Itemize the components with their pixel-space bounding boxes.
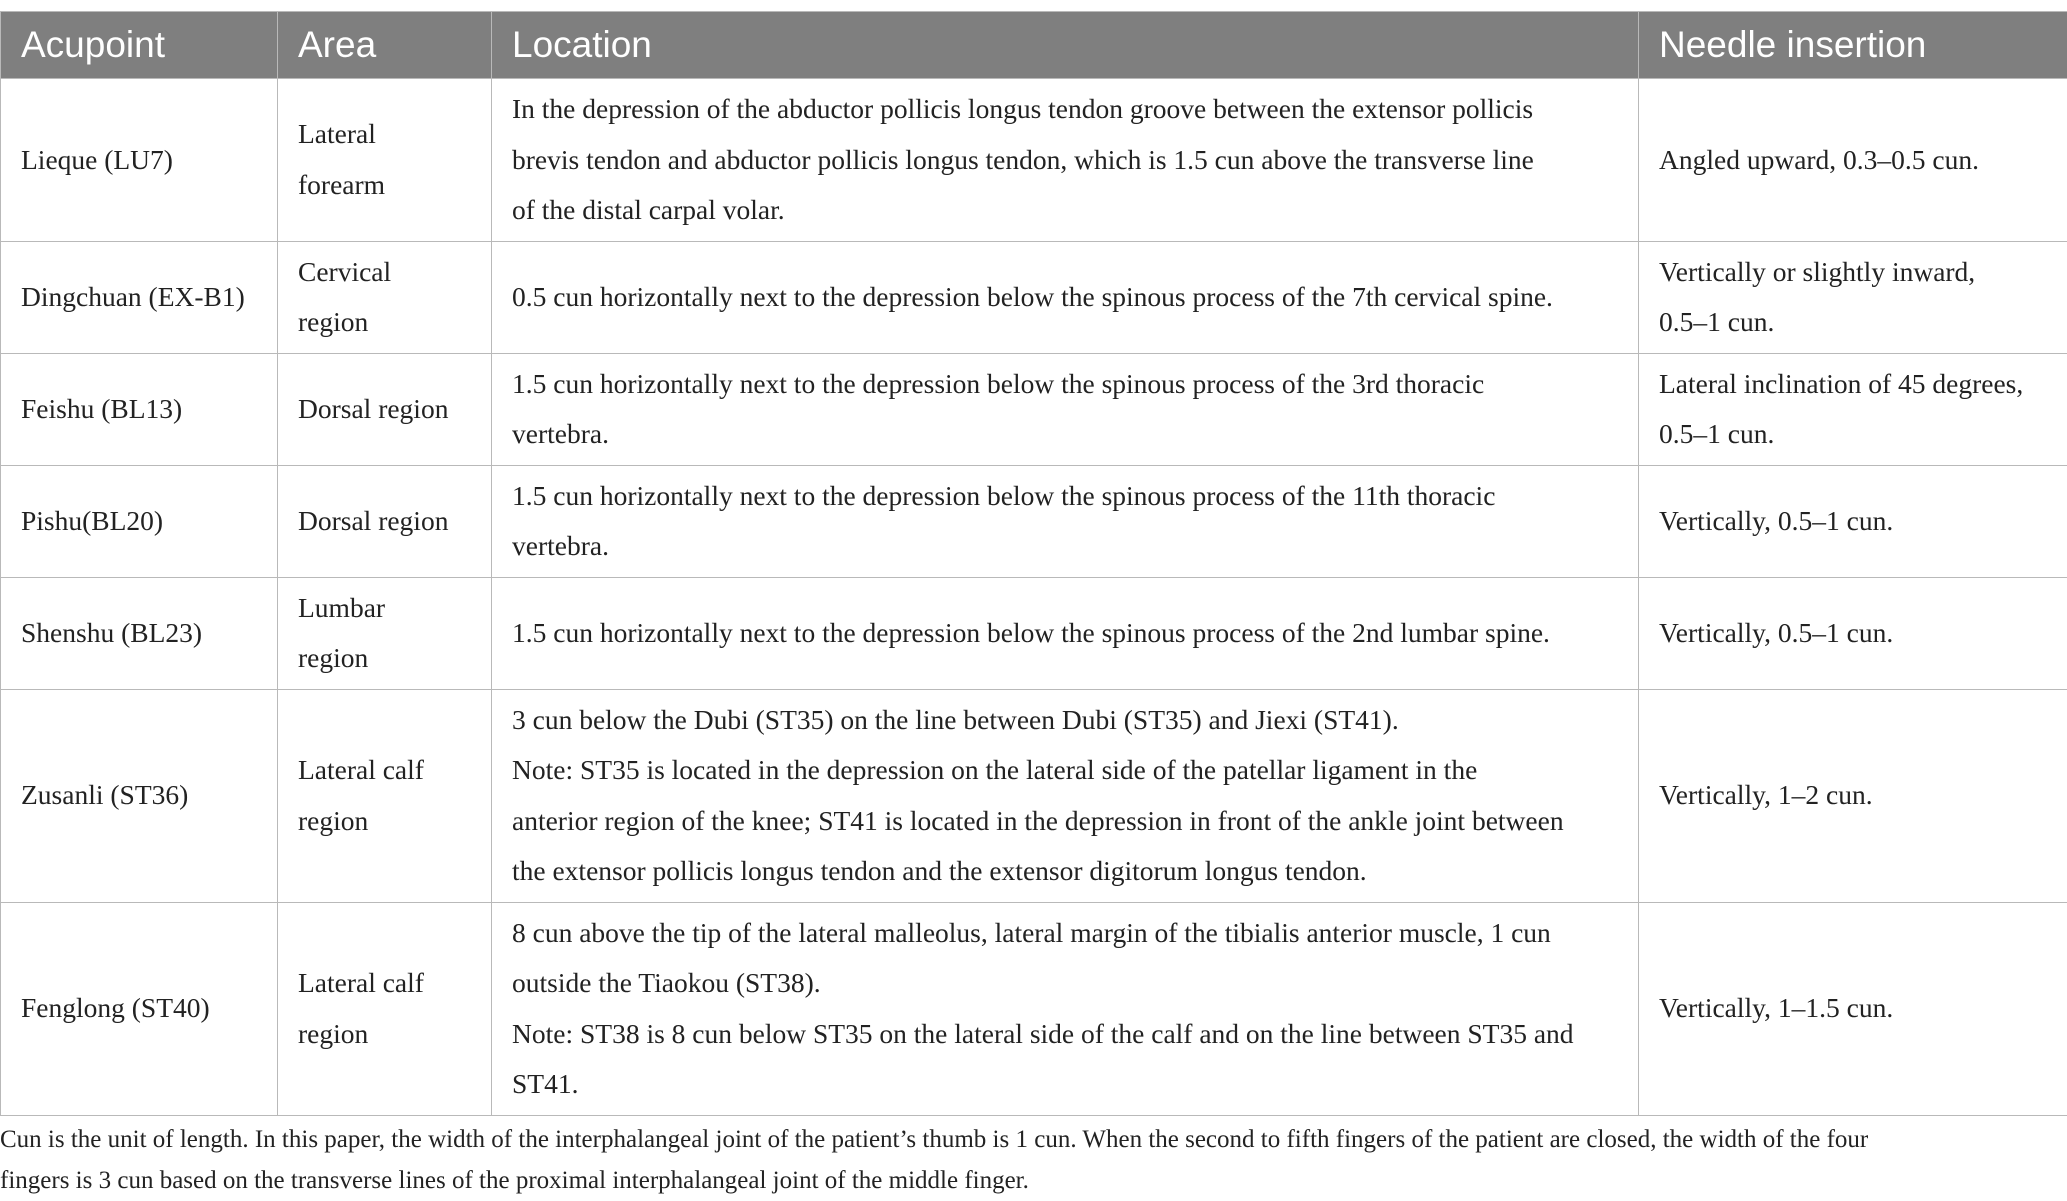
cell-location-line: 8 cun above the tip of the lateral malleolus, lateral margin of the tibialis anterior muscle, 1 cun — [512, 916, 1551, 948]
cell-location — [492, 353, 1639, 465]
acupoint-table-figure — [0, 11, 2067, 1201]
cell-location-line: vertebra. — [512, 418, 609, 449]
cell-location — [492, 689, 1639, 902]
header-needle-insertion: Needle insertion — [1639, 12, 2067, 79]
cell-location-line: ST41. — [512, 1068, 579, 1099]
cell-acupoint: Dingchuan (EX-B1) — [1, 241, 278, 353]
cell-needle-insertion — [1639, 353, 2067, 465]
header-acupoint: Acupoint — [1, 12, 278, 79]
cell-needle-insertion — [1639, 241, 2067, 353]
cell-area-line: region — [298, 306, 369, 337]
cell-location-line: Note: ST38 is 8 cun below ST35 on the lateral side of the calf and on the line between ST35 and — [512, 1017, 1574, 1049]
cell-location — [492, 79, 1639, 242]
table-body — [1, 79, 2067, 1116]
cell-location-line: In the depression of the abductor pollicis longus tendon groove between the extensor pollicis — [512, 93, 1534, 124]
cell-location-line: brevis tendon and abductor pollicis longus tendon, which is 1.5 cun above the transverse line — [512, 143, 1534, 175]
cell-location-line: 0.5 cun horizontally next to the depression below the spinous process of the 7th cervical spine. — [512, 280, 1553, 312]
cell-location — [492, 241, 1639, 353]
cell-location-line: vertebra. — [512, 530, 609, 561]
footnote-line: fingers is 3 cun based on the transverse lines of the proximal interphalangeal joint of the middle finger. — [0, 1166, 1029, 1194]
cell-acupoint: Fenglong (ST40) — [1, 902, 278, 1115]
header-location: Location — [492, 12, 1639, 79]
cell-needle-insertion-line: Vertically, 1–1.5 cun. — [1659, 992, 1894, 1024]
cell-acupoint: Zusanli (ST36) — [1, 689, 278, 902]
cell-area — [278, 241, 492, 353]
cell-needle-insertion-line: Angled upward, 0.3–0.5 cun. — [1659, 143, 1980, 175]
table-header-row — [1, 12, 2067, 79]
cell-area-line: region — [298, 1017, 369, 1049]
cell-location — [492, 902, 1639, 1115]
cell-needle-insertion-line: Vertically, 1–2 cun. — [1659, 779, 1873, 811]
cell-needle-insertion — [1639, 577, 2067, 689]
table-row — [1, 902, 2067, 1115]
cell-location — [492, 577, 1639, 689]
cell-area — [278, 79, 492, 242]
table-footnote — [0, 1116, 2067, 1201]
cell-location-line: 1.5 cun horizontally next to the depression below the spinous process of the 11th thoracic — [512, 479, 1496, 511]
cell-area-line: Lumbar — [298, 591, 386, 623]
cell-area-line: Cervical — [298, 255, 392, 287]
cell-location-line: Note: ST35 is located in the depression on the lateral side of the patellar ligament in the — [512, 754, 1478, 785]
cell-area — [278, 465, 492, 577]
cell-area-line: Lateral calf — [298, 967, 424, 998]
cell-location-line: the extensor pollicis longus tendon and the extensor digitorum longus tendon. — [512, 855, 1367, 886]
cell-needle-insertion-line: Vertically, 0.5–1 cun. — [1659, 504, 1894, 536]
cell-acupoint: Pishu(BL20) — [1, 465, 278, 577]
cell-acupoint: Shenshu (BL23) — [1, 577, 278, 689]
cell-area — [278, 689, 492, 902]
header-area: Area — [278, 12, 492, 79]
cell-area — [278, 353, 492, 465]
cell-location-line: anterior region of the knee; ST41 is located in the depression in front of the ankle joint between — [512, 804, 1564, 836]
cell-area-line: region — [298, 642, 369, 673]
cell-location-line: of the distal carpal volar. — [512, 194, 785, 225]
table-row — [1, 79, 2067, 242]
cell-location — [492, 465, 1639, 577]
cell-needle-insertion-line: Vertically, 0.5–1 cun. — [1659, 616, 1894, 648]
footnote-line: Cun is the unit of length. In this paper, the width of the interphalangeal joint of the patient’s thumb is 1 cun. When the second to fifth fingers of the patient are closed, the width of the four — [0, 1125, 1869, 1153]
cell-location-line: 1.5 cun horizontally next to the depression below the spinous process of the 2nd lumbar spine. — [512, 616, 1550, 648]
table-row — [1, 353, 2067, 465]
cell-needle-insertion — [1639, 902, 2067, 1115]
acupoint-table — [0, 11, 2067, 1116]
table-row — [1, 465, 2067, 577]
cell-location-line: 1.5 cun horizontally next to the depression below the spinous process of the 3rd thoracic — [512, 367, 1485, 399]
cell-location-line: 3 cun below the Dubi (ST35) on the line between Dubi (ST35) and Jiexi (ST41). — [512, 703, 1399, 735]
table-row — [1, 577, 2067, 689]
table-row — [1, 689, 2067, 902]
cell-needle-insertion — [1639, 689, 2067, 902]
cell-area — [278, 902, 492, 1115]
cell-area-line: forearm — [298, 168, 386, 200]
cell-area-line: Lateral — [298, 118, 376, 150]
cell-acupoint: Feishu (BL13) — [1, 353, 278, 465]
cell-location-line: outside the Tiaokou (ST38). — [512, 967, 821, 998]
cell-needle-insertion — [1639, 79, 2067, 242]
cell-area — [278, 577, 492, 689]
cell-needle-insertion-line: Vertically or slightly inward, — [1659, 255, 1976, 287]
cell-needle-insertion-line: 0.5–1 cun. — [1659, 306, 1775, 337]
cell-acupoint: Lieque (LU7) — [1, 79, 278, 242]
cell-area-line: Dorsal region — [298, 504, 449, 536]
cell-area-line: Dorsal region — [298, 392, 449, 424]
cell-needle-insertion-line: Lateral inclination of 45 degrees, — [1659, 367, 2024, 399]
cell-needle-insertion — [1639, 465, 2067, 577]
cell-area-line: region — [298, 804, 369, 836]
cell-area-line: Lateral calf — [298, 754, 424, 785]
table-row — [1, 241, 2067, 353]
cell-needle-insertion-line: 0.5–1 cun. — [1659, 418, 1775, 449]
